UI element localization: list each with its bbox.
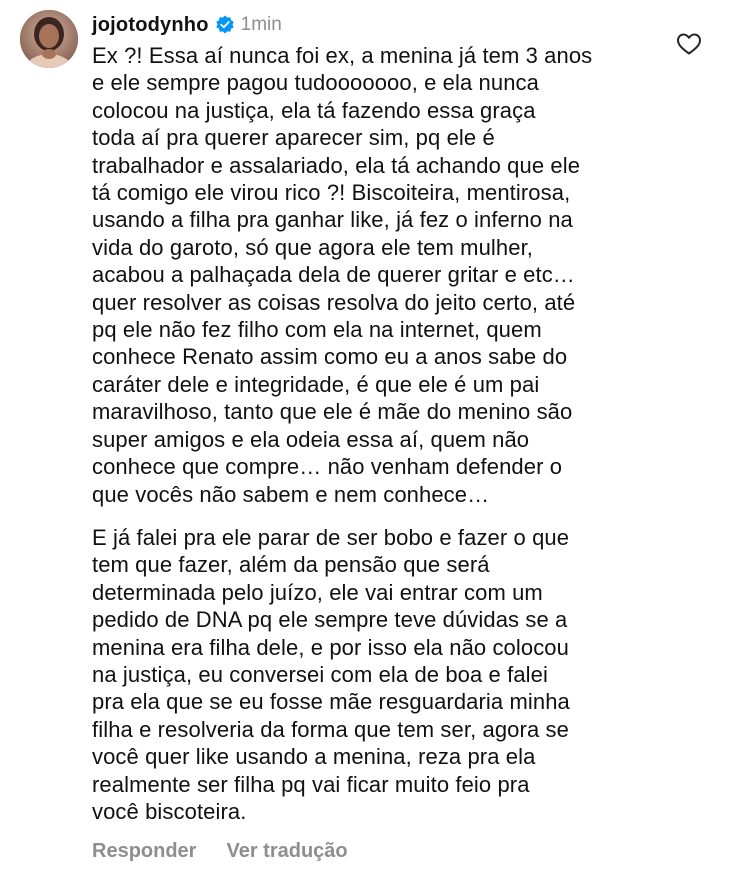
comment-line: toda aí pra querer aparecer sim, pq ele é	[92, 125, 495, 151]
comment-line: tá comigo ele virou rico ?! Biscoiteira, mentirosa,	[92, 180, 571, 206]
comment-paragraph	[92, 42, 662, 508]
comment-line: colocou na justiça, ela tá fazendo essa graça	[92, 97, 536, 123]
comment-line: quer resolver as coisas resolva do jeito certo, até	[92, 289, 576, 315]
comment-line: pra ela que se eu fosse mãe resguardaria minha	[92, 689, 570, 715]
comment-line: super amigos e ela odeia essa aí, quem não	[92, 426, 530, 452]
username[interactable]: jojotodynho	[92, 13, 209, 36]
comment-line: acabou a palhaçada dela de querer gritar e etc…	[92, 262, 575, 288]
comment-line: filha e resolveria da forma que tem ser, agora se	[92, 716, 569, 742]
comment-header	[92, 10, 282, 40]
reply-button[interactable]: Responder	[92, 840, 197, 862]
comment-text	[92, 42, 662, 825]
comment-line: pq ele não fez filho com ela na internet, quem	[92, 317, 542, 343]
comment-line: você quer like usando a menina, reza pra ela	[92, 744, 536, 770]
comment-line: e ele sempre pagou tudooooooo, e ela nunca	[92, 70, 539, 96]
avatar-photo	[20, 10, 78, 68]
timestamp: 1min	[240, 14, 282, 35]
comment-line: usando a filha pra ganhar like, já fez o inferno na	[92, 207, 573, 233]
comment-line: você biscoteira.	[92, 798, 247, 824]
translate-button[interactable]: Ver tradução	[226, 840, 348, 862]
verified-badge-icon	[215, 15, 235, 35]
heart-outline-icon[interactable]	[676, 32, 702, 56]
comment-line: vida do garoto, só que agora ele tem mulher,	[92, 234, 534, 260]
comment-line: que vocês não sabem e nem conhece…	[92, 481, 490, 507]
comment-line: realmente ser filha pq vai ficar muito feio pra	[92, 771, 530, 797]
comment-line: Ex ?! Essa aí nunca foi ex, a menina já tem 3 anos	[92, 43, 593, 68]
comment-line: conhece que compre… não venham defender o	[92, 454, 563, 480]
comment-line: pedido de DNA pq ele sempre teve dúvidas se a	[92, 607, 568, 633]
comment-line: maravilhoso, tanto que ele é mãe do menino são	[92, 399, 573, 425]
comment-line: caráter dele e integridade, é que ele é um pai	[92, 371, 540, 397]
comment-line: conhece Renato assim como eu a anos sabe do	[92, 344, 568, 370]
comment-line: na justiça, eu conversei com ela de boa e falei	[92, 661, 548, 687]
comment-line: determinada pelo juízo, ele vai entrar com um	[92, 579, 543, 605]
comment-line: trabalhador e assalariado, ela tá achando que ele	[92, 152, 581, 178]
comment-line: E já falei pra ele parar de ser bobo e fazer o que	[92, 524, 570, 550]
avatar[interactable]	[20, 10, 78, 68]
comment-line: menina era filha dele, e por isso ela não colocou	[92, 634, 569, 660]
comment-actions	[92, 840, 378, 863]
comment-line: tem que fazer, além da pensão que será	[92, 552, 490, 578]
comment-paragraph	[92, 524, 662, 825]
